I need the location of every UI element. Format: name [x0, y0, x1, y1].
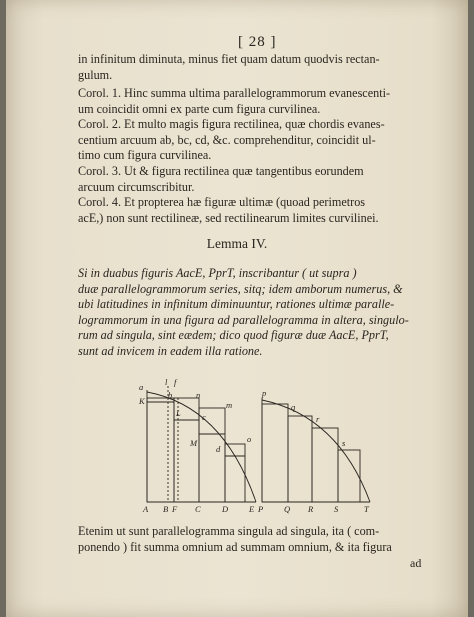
parallelogram — [288, 416, 312, 502]
lemma-figure — [128, 376, 388, 516]
text-line: sunt ad invicem in eadem illa ratione. — [78, 343, 263, 358]
label-Q: Q — [284, 504, 291, 514]
parallelogram — [312, 428, 338, 502]
label-R: R — [308, 504, 314, 514]
curve-left — [147, 392, 256, 502]
text-line: duæ parallelogrammorum series, sitq; idem amborum numerus, & — [78, 281, 403, 296]
parallelogram — [338, 450, 360, 502]
closing-paragraph — [78, 524, 430, 555]
label-K: K — [139, 396, 145, 406]
text-line: gulum. — [78, 67, 113, 82]
text-line: timo cum figura curvilinea. — [78, 148, 212, 163]
lemma-statement — [78, 266, 430, 360]
label-M: M — [190, 438, 198, 448]
text-line: arcuum circumscribitur. — [78, 179, 195, 194]
parallelogram — [262, 404, 288, 502]
corollary-3 — [78, 164, 430, 195]
text-line: in infinitum diminuta, minus fiet quam datum quodvis rectan- — [78, 52, 380, 66]
catchword: ad — [410, 556, 422, 570]
text-line: acE,) non sunt rectilineæ, sed rectilinearum limites curvilinei. — [78, 210, 379, 225]
text-line: logrammorum in una figura ad parallelogramma in altera, singulo- — [78, 312, 409, 327]
label-s: s — [342, 438, 346, 448]
parallelogram — [147, 398, 174, 502]
text-line: um coincidit omni ex parte cum figura curvilinea. — [78, 101, 321, 116]
text-line: Corol. 3. Ut & figura rectilinea quæ tangentibus eorundem — [78, 164, 364, 178]
label-n: n — [196, 390, 201, 400]
text-line: Corol. 1. Hinc summa ultima parallelogrammorum evanescenti- — [78, 86, 391, 100]
label-A: A — [143, 504, 149, 514]
label-T: T — [364, 504, 369, 514]
label-L: L — [176, 408, 181, 418]
label-b: b — [168, 390, 173, 400]
label-p: p — [262, 388, 267, 398]
label-l: l — [165, 377, 168, 387]
label-E: E — [249, 504, 255, 514]
label-o: o — [247, 434, 252, 444]
corollary-1 — [78, 86, 430, 117]
label-C: C — [195, 504, 201, 514]
page-number: [ 28 ] — [238, 34, 277, 50]
text-line: rum ad singula, sint eædem; dico quod figuræ duæ AacE, PprT, — [78, 328, 389, 343]
label-f: f — [174, 377, 177, 387]
parallelogram — [199, 408, 225, 502]
label-r: r — [316, 414, 320, 424]
corollary-4 — [78, 195, 430, 226]
label-q: q — [291, 402, 296, 412]
label-m: m — [226, 400, 233, 410]
corollary-2 — [78, 117, 430, 164]
intro-paragraph — [78, 52, 430, 83]
text-line: ponendo ) fit summa omnium ad summam omnium, & ita figura — [78, 539, 392, 554]
label-P: P — [258, 504, 264, 514]
lemma-heading: Lemma IV. — [206, 236, 268, 251]
text-line: Si in duabus figuris AacE, PprT, inscribantur ( ut supra ) — [78, 266, 357, 280]
label-B: B — [163, 504, 169, 514]
label-F: F — [172, 504, 178, 514]
text-line: ubi latitudines in infinitum diminuuntur, rationes ultimæ paralle- — [78, 297, 395, 312]
label-S: S — [334, 504, 339, 514]
text-line: Corol. 2. Et multo magis figura rectilinea, quæ chordis evanes- — [78, 117, 385, 131]
text-line: Corol. 4. Et propterea hæ figuræ ultimæ (quoad perimetros — [78, 195, 366, 209]
text-line: centium arcuum ab, bc, cd, &c. comprehenditur, coincidit ul- — [78, 132, 376, 147]
text-line: Etenim ut sunt parallelogramma singula ad singula, ita ( com- — [78, 524, 380, 538]
label-D: D — [222, 504, 229, 514]
parallelogram — [225, 444, 245, 502]
label-a: a — [139, 382, 144, 392]
label-c: c — [202, 412, 206, 422]
label-d: d — [216, 444, 221, 454]
